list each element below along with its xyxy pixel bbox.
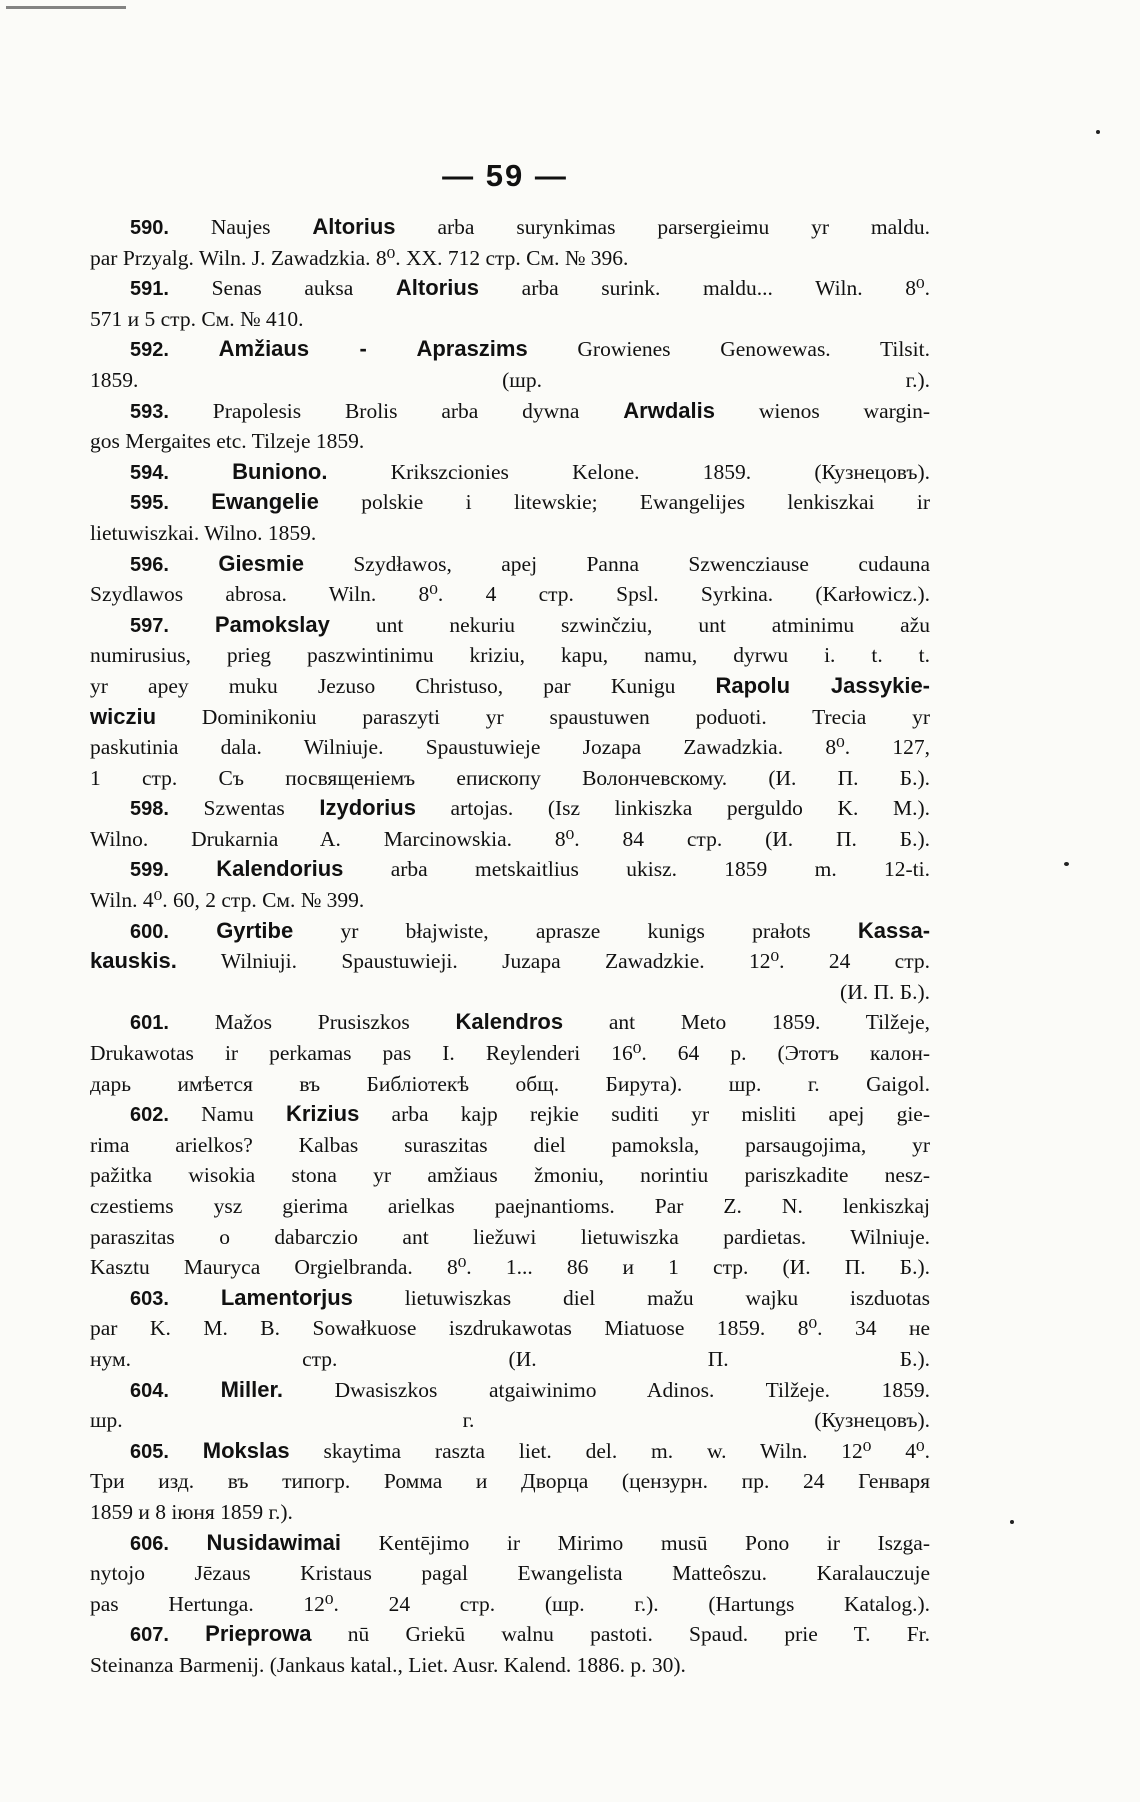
text-line [90,610,930,641]
text-segment: Gaigol. [866,1071,931,1096]
text-segment: Kasztu Mauryca Orgielbranda. 8⁰. 1... 86 и 1 стр. [90,1255,749,1280]
text-line [90,793,930,824]
text-line [90,334,930,365]
text-segment: дарь имѣется въ Библіотекѣ общ. Бирута). шр. г. [90,1071,820,1096]
entry-keyword: Ewangelie [211,489,319,515]
text-segment: нум. стр. [90,1346,338,1371]
text-line [90,1099,930,1130]
entry-number: 603. [130,1287,169,1310]
text-line [90,273,930,304]
entry-number: 601. [130,1012,169,1035]
text-segment: Namu [201,1102,286,1127]
entry-number: 606. [130,1532,169,1555]
text-segment: arba surynkimas parsergieimu yr maldu. [437,215,930,239]
text-line [90,1283,930,1314]
text-segment: (И. П. Б.). [840,979,930,1004]
text-segment: Mažos Prusiszkos [214,1010,456,1035]
entry-keyword: Kalendorius [216,856,344,882]
entry-keyword: Mokslas [202,1437,290,1463]
entry-keyword: Altorius [395,275,480,301]
text-line [90,824,930,855]
text-segment: Kentējimo ir Mirimo musū Pono ir Iszga- [378,1530,931,1555]
entry-keyword: Kalendros [455,1009,564,1035]
entry-number: 596. [130,553,169,576]
entry-keyword: Rapolu Jassykie- [715,672,931,698]
entry-number: 593. [130,400,169,423]
text-segment: Naujes [210,215,313,239]
margin-mark [1064,862,1069,866]
text-line [90,640,930,671]
entry-keyword: Arwdalis [623,397,715,423]
text-segment: Senas auksa [211,276,396,301]
text-segment: wienos wargin- [758,398,931,423]
text-line [90,671,930,702]
text-segment: paskutinia dala. Wilniuje. Spaustuwieje Jozapa Zawadzkia. 8⁰. 127, [90,735,930,760]
entry-keyword: Izydorius [319,795,416,821]
text-line [90,1466,930,1497]
entry-keyword: wicziu [90,703,157,729]
entry-number: 590. [130,217,169,239]
text-segment: (шр. г.). [502,367,930,392]
entry-number: 602. [130,1104,169,1127]
text-segment: pažitka wisokia stona yr amžiaus žmoniu, norintiu pariszkadite nesz- [90,1163,930,1188]
text-segment: Szwentas [203,796,320,821]
text-segment: Dwasiszkos atgaiwinimo Adinos. Tilžeje. 1859. [334,1377,930,1402]
text-segment: (И. П. Б.). [508,1346,930,1371]
text-line [90,885,930,916]
entry-keyword: Pamokslay [214,611,330,637]
text-segment: (Кузнецовъ). [814,459,931,484]
text-line [90,1375,930,1406]
entry-number: 595. [130,492,169,515]
entry-number: 594. [130,461,169,484]
text-line [90,1619,930,1650]
text-segment: 571 и 5 стр. См. № 410. [90,306,304,331]
entry-keyword: kauskis. [90,948,177,974]
text-line [90,365,930,396]
text-segment: yr apey muku Jezuso Christuso, par Kunigu [90,673,716,698]
text-segment: pas Hertunga. 12⁰. 24 стр. (шр. г.). [90,1591,659,1616]
text-line [90,243,930,274]
entry-number: 597. [130,614,169,637]
text-line [90,1313,930,1344]
text-segment: arba metskaitlius ukisz. 1859 m. 12-ti. [390,857,930,882]
text-line [90,396,930,427]
text-line [90,1007,930,1038]
text-segment: шр. г. [90,1408,475,1433]
text-segment: par K. M. B. Sowałkuose iszdrukawotas Miatuose 1859. 8⁰. 34 не [90,1316,930,1341]
text-line [90,1069,930,1100]
text-line [90,1038,930,1069]
entry-keyword: Miller. [220,1376,283,1402]
text-segment: (Karłowicz.). [815,582,930,607]
text-segment: Drukawotas ir perkamas pas I. Reylenderi 16⁰. 64 р. (Этотъ калон- [90,1041,930,1066]
text-segment: artojas. (Isz linkiszka perguldo K. M.). [450,796,931,821]
text-segment: lietuwiszkai. Wilno. 1859. [90,520,317,545]
text-line [90,1222,930,1253]
text-segment: (Кузнецовъ). [814,1408,930,1433]
text-segment: Szydławos, apej Panna Szwencziause cudauna [353,551,930,576]
text-line [90,1650,930,1681]
text-segment: Steinanza Barmenij. (Jankaus katal., Liet. Ausr. Kalend. 1886. p. 30). [90,1652,686,1677]
text-segment: czestiems ysz gierima arielkas paejnantioms. Par Z. N. lenkiszkaj [90,1194,930,1218]
text-segment: (Hartungs Katalog.). [708,1591,931,1616]
entry-number: 599. [130,859,169,882]
scan-edge-mark [6,6,126,9]
text-segment: 1 стр. Съ посвященіемъ епископу Волончевскому. [90,765,728,790]
text-line [90,1405,930,1436]
entry-number: 591. [130,278,169,301]
text-line [90,732,930,763]
text-segment: ant Meto 1859. Tilžeje, [608,1010,931,1035]
entry-keyword: Buniono. [232,458,328,484]
text-segment: polskie i litewskie; Ewangelijes lenkiszkai ir [361,490,930,515]
text-line [90,304,930,335]
text-segment: Szydlawos abrosa. Wiln. 8⁰. 4 стр. Spsl. Syrkina. [90,582,774,607]
entry-number: 600. [130,920,169,943]
entry-keyword: Kassa- [857,917,931,943]
entry-number: 605. [130,1440,169,1463]
page-number: — 59 — [442,158,568,193]
margin-mark [1010,1520,1014,1524]
text-segment: Growienes Genowewas. Tilsit. [577,337,930,362]
text-line [90,549,930,580]
text-segment: skaytima raszta liet. del. m. w. Wiln. 12⁰ 4⁰. [323,1438,931,1463]
text-line [90,1160,930,1191]
entry-keyword: Gyrtibe [216,917,294,943]
text-segment: gos Mergaites etc. Tilzeje 1859. [90,429,365,454]
entry-keyword: Giesmie [218,550,304,576]
text-line [90,518,930,549]
text-segment: Prapolesis Brolis arba dywna [212,398,624,423]
text-line [90,854,930,885]
text-segment: Wilniuji. Spaustuwieji. Juzapa Zawadzkie. 12⁰. 24 стр. [220,949,930,974]
text-segment: Wilno. Drukarnia A. Marcinowskia. 8⁰. 84 стр. [90,826,723,851]
entry-number: 598. [130,798,169,821]
entry-keyword: Prieprowa [205,1621,312,1647]
text-segment: yr błajwiste, aprasze kunigs prałots [340,918,858,943]
text-segment: arba surink. maldu... Wiln. 8⁰. [521,276,930,301]
entry-number: 604. [130,1379,169,1402]
text-line [90,916,930,947]
text-line [90,977,930,1008]
entry-keyword: Altorius [312,214,396,239]
text-segment: (И. П. Б.). [765,826,930,851]
text-line [90,212,930,243]
bibliography-text [90,212,930,1681]
text-segment: lietuwiszkas diel mažu wajku iszduotas [404,1285,931,1310]
text-line [90,1528,930,1559]
entry-number: 592. [130,339,169,362]
text-segment: arba kajp rejkie suditi yr misliti apej gie- [391,1102,931,1127]
text-line [90,1497,930,1528]
text-line [90,1589,930,1620]
text-line [90,457,930,488]
text-line [90,1252,930,1283]
text-line [90,1191,930,1222]
text-segment: Dominikoniu paraszyti yr spaustuwen poduoti. Trecia yr [201,704,931,729]
entry-keyword: Nusidawimai [206,1529,341,1555]
text-line [90,946,930,977]
text-line [90,487,930,518]
text-line [90,1130,930,1161]
text-segment: Wiln. 4⁰. 60, 2 стр. См. № 399. [90,888,365,913]
entry-keyword: Amžiaus - Apraszims [218,336,528,362]
entry-number: 607. [130,1624,169,1647]
text-segment: (И. П. Б.). [768,765,930,790]
text-segment: par Przyalg. Wiln. J. Zawadzkia. 8⁰. XX. 712 стр. См. № 396. [90,245,629,270]
text-segment: numirusius, prieg paszwintinimu kriziu, kapu, namu, dyrwu i. t. t. [90,643,930,668]
entry-keyword: Krizius [285,1101,360,1127]
text-line [90,1558,930,1589]
text-segment: rima arielkos? Kalbas suraszitas diel pamoksla, parsaugojima, yr [90,1132,930,1157]
text-segment: unt nekuriu szwinčziu, unt atminimu ažu [375,612,930,637]
text-line [90,1344,930,1375]
text-line [90,702,930,733]
text-line [90,1436,930,1467]
text-line [90,763,930,794]
text-line [90,426,930,457]
text-segment: paraszitas o dabarczio ant liežuwi lietuwiszka pardietas. Wilniuje. [90,1224,930,1249]
text-segment: Три изд. въ типогр. Ромма и Дворца (цензурн. пр. 24 Генваря [90,1469,930,1494]
text-line [90,579,930,610]
text-segment: 1859 и 8 іюня 1859 г.). [90,1499,293,1524]
entry-keyword: Lamentorjus [220,1284,353,1310]
text-segment: nytojo Jēzaus Kristaus pagal Ewangelista Matteôszu. Karalauczuje [90,1561,930,1586]
text-segment: nū Griekū walnu pastoti. Spaud. prie T. Fr. [347,1622,931,1647]
text-segment: Krikszcionies Kelone. 1859. [390,459,752,484]
text-segment: 1859. [90,367,139,392]
margin-mark [1096,130,1100,134]
text-segment: (И. П. Б.). [782,1255,931,1280]
